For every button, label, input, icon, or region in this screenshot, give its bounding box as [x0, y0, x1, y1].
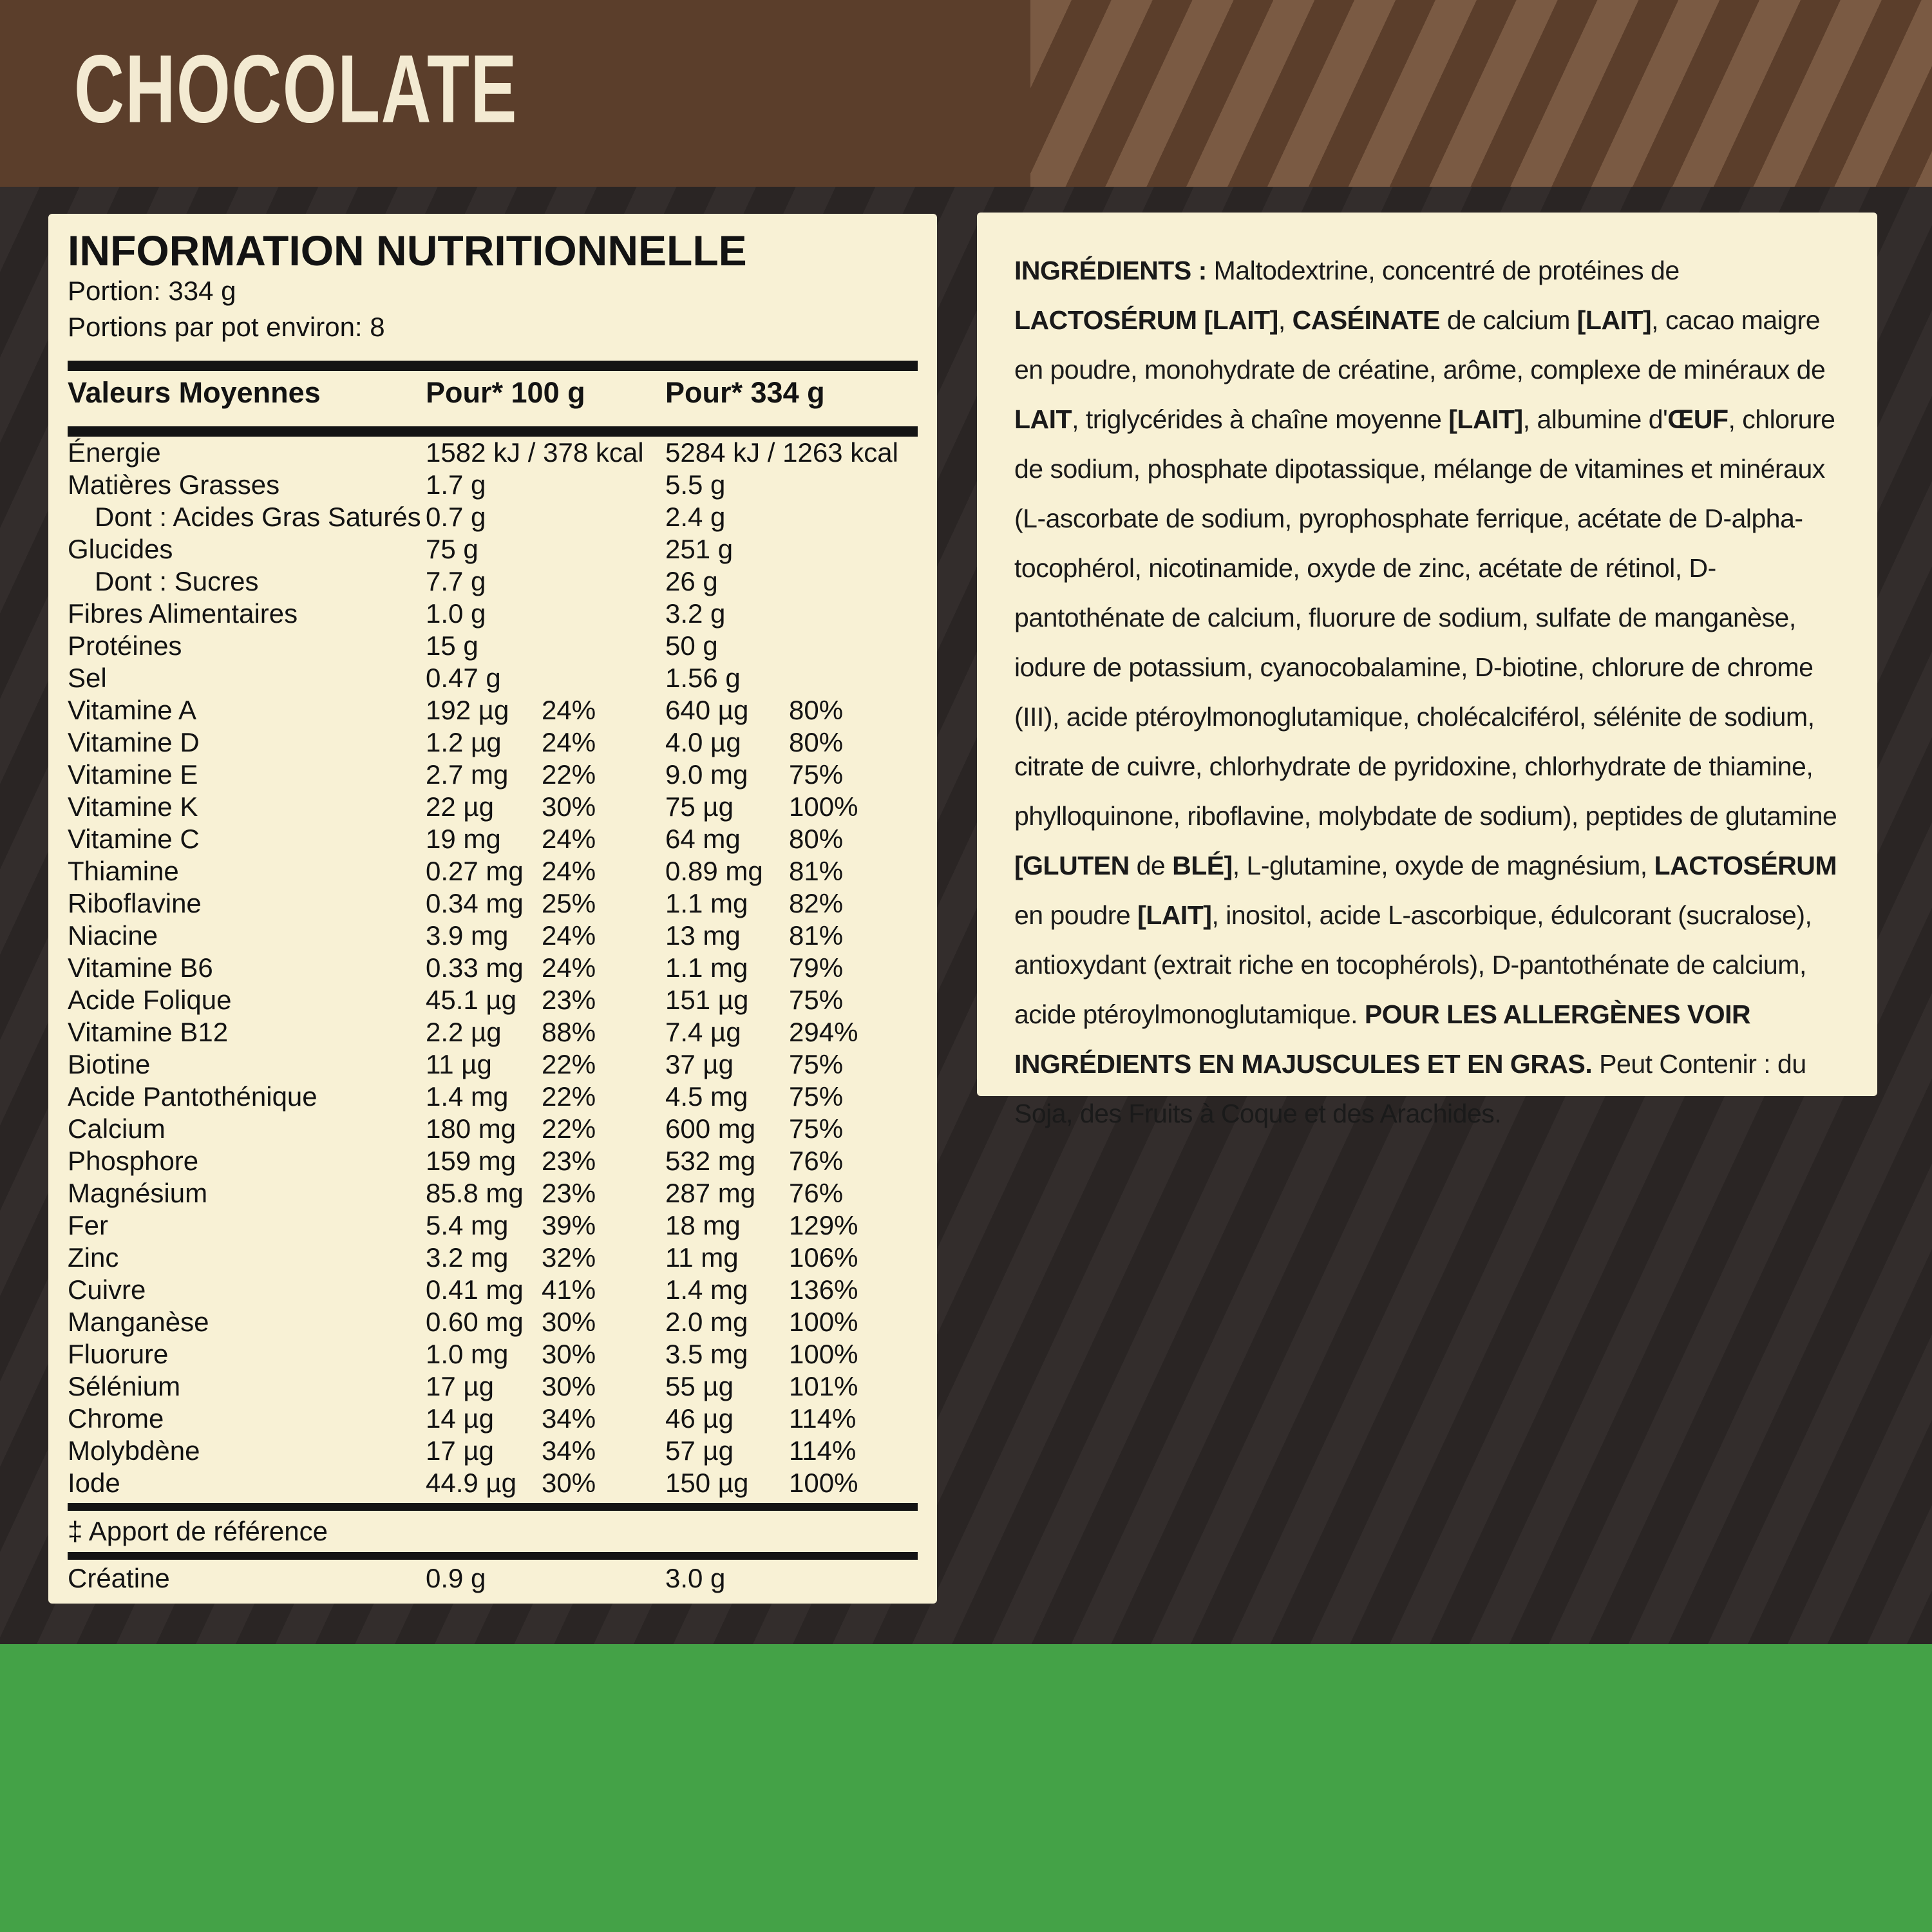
servings-line: Portions par pot environ: 8	[68, 312, 385, 342]
pct-per-100: 23%	[542, 1178, 596, 1208]
row-label: Créatine	[68, 1563, 170, 1593]
pct-per-334: 101%	[789, 1371, 858, 1401]
value-per-334: 2.0 mg	[665, 1307, 748, 1337]
row-label: Magnésium	[68, 1178, 208, 1208]
value-per-334: 0.89 mg	[665, 856, 763, 886]
pct-per-334: 129%	[789, 1210, 858, 1240]
value-per-334: 3.0 g	[665, 1563, 726, 1593]
row-label: Énergie	[68, 437, 161, 468]
pct-per-100: 24%	[542, 856, 596, 886]
row-label: Acide Pantothénique	[68, 1081, 317, 1112]
ingredient-segment: Maltodextrine, concentré de protéines de	[1213, 256, 1680, 285]
row-label: Cuivre	[68, 1274, 146, 1305]
pct-per-334: 82%	[789, 888, 844, 918]
row-label: Fibres Alimentaires	[68, 598, 298, 629]
ingredient-bold-segment: POUR LES ALLERGÈNES VOIR INGRÉDIENTS EN MAJUSCULES ET EN GRAS.	[1014, 999, 1751, 1079]
table-row	[68, 1209, 918, 1242]
pct-per-100: 30%	[542, 791, 596, 822]
divider-rule	[68, 426, 918, 437]
table-row	[68, 1242, 918, 1274]
table-row	[68, 1467, 918, 1499]
value-per-334: 75 µg	[665, 791, 734, 822]
pct-per-334: 81%	[789, 920, 844, 951]
pct-per-100: 41%	[542, 1274, 596, 1305]
value-per-334: 251 g	[665, 534, 734, 564]
row-label: Thiamine	[68, 856, 179, 886]
nutrition-title: INFORMATION NUTRITIONNELLE	[68, 227, 747, 274]
divider-rule	[68, 1503, 918, 1511]
row-label: Zinc	[68, 1242, 119, 1273]
value-per-100: 192 µg	[426, 695, 509, 725]
value-per-100: 15 g	[426, 630, 478, 661]
pct-per-334: 100%	[789, 1339, 858, 1369]
divider-rule	[68, 361, 918, 371]
value-per-100: 1.4 mg	[426, 1081, 509, 1112]
value-per-100: 159 mg	[426, 1146, 516, 1176]
value-per-100: 2.7 mg	[426, 759, 509, 790]
value-per-334: 4.5 mg	[665, 1081, 748, 1112]
flavor-title: CHOCOLATE	[74, 34, 518, 143]
nutrition-panel	[48, 214, 937, 1604]
row-label: Chrome	[68, 1403, 164, 1434]
pct-per-334: 114%	[789, 1435, 857, 1466]
row-label: Protéines	[68, 630, 182, 661]
row-label: Niacine	[68, 920, 158, 951]
table-row	[68, 1560, 918, 1597]
nutrition-rows	[68, 437, 918, 1499]
value-per-334: 7.4 µg	[665, 1017, 741, 1047]
pct-per-334: 294%	[789, 1017, 858, 1047]
value-per-334: 600 mg	[665, 1113, 756, 1144]
value-per-100: 14 µg	[426, 1403, 494, 1434]
row-label: Glucides	[68, 534, 173, 564]
table-row	[68, 1435, 918, 1467]
pct-per-334: 80%	[789, 727, 844, 757]
value-per-334: 50 g	[665, 630, 718, 661]
table-row	[68, 533, 918, 565]
row-label: Sel	[68, 663, 107, 693]
value-per-334: 640 µg	[665, 695, 749, 725]
table-row	[68, 759, 918, 791]
value-per-100: 45.1 µg	[426, 985, 516, 1015]
table-row	[68, 1081, 918, 1113]
pct-per-100: 30%	[542, 1339, 596, 1369]
value-per-334: 3.2 g	[665, 598, 726, 629]
value-per-100: 3.2 mg	[426, 1242, 509, 1273]
value-per-100: 0.27 mg	[426, 856, 524, 886]
row-label: Biotine	[68, 1049, 151, 1079]
table-header-row	[68, 376, 918, 410]
pct-per-334: 80%	[789, 695, 844, 725]
pct-per-334: 100%	[789, 1307, 858, 1337]
ingredient-segment: de calcium	[1439, 305, 1577, 335]
ingredient-segment: en poudre	[1014, 900, 1138, 930]
pct-per-100: 39%	[542, 1210, 596, 1240]
ingredient-segment: , L-glutamine, oxyde de magnésium,	[1232, 851, 1654, 880]
value-per-100: 0.60 mg	[426, 1307, 524, 1337]
value-per-334: 9.0 mg	[665, 759, 748, 790]
row-label: Dont : Acides Gras Saturés	[95, 502, 421, 532]
row-label: Sélénium	[68, 1371, 181, 1401]
table-row	[68, 1403, 918, 1435]
value-per-100: 1.0 g	[426, 598, 486, 629]
ingredient-segment: ,	[1278, 305, 1293, 335]
pct-per-100: 30%	[542, 1371, 596, 1401]
value-per-334: 1.1 mg	[665, 952, 748, 983]
ingredient-segment: , cacao maigre en poudre, monohydrate de créatine, arôme, complexe de minéraux de	[1014, 305, 1826, 384]
pct-per-100: 23%	[542, 985, 596, 1015]
pct-per-334: 114%	[789, 1403, 857, 1434]
row-label: Riboflavine	[68, 888, 202, 918]
value-per-334: 1.1 mg	[665, 888, 748, 918]
value-per-334: 18 mg	[665, 1210, 741, 1240]
table-row	[68, 437, 918, 469]
ingredient-segment: , albumine d'	[1522, 404, 1668, 434]
value-per-100: 17 µg	[426, 1435, 494, 1466]
ingredient-bold-segment: LACTOSÉRUM	[1654, 851, 1837, 880]
ingredient-segment: , inositol, acide L-ascorbique, édulcorant (sucralose), antioxydant (extrait riche en tocophérols), D-pantothénate de calcium, acide ptéroylmonoglutamique.	[1014, 900, 1812, 1029]
ingredient-bold-segment: LACTOSÉRUM [LAIT]	[1014, 305, 1278, 335]
value-per-334: 5284 kJ / 1263 kcal	[665, 437, 898, 468]
table-row	[68, 1177, 918, 1209]
row-label: Vitamine K	[68, 791, 198, 822]
value-per-334: 57 µg	[665, 1435, 734, 1466]
value-per-100: 11 µg	[426, 1049, 492, 1079]
row-label: Matières Grasses	[68, 469, 280, 500]
value-per-100: 22 µg	[426, 791, 494, 822]
row-label: Vitamine B12	[68, 1017, 229, 1047]
value-per-100: 0.9 g	[426, 1563, 486, 1593]
pct-per-334: 100%	[789, 1468, 858, 1498]
value-per-334: 55 µg	[665, 1371, 734, 1401]
pct-per-334: 80%	[789, 824, 844, 854]
row-label: Manganèse	[68, 1307, 209, 1337]
pct-per-100: 30%	[542, 1307, 596, 1337]
value-per-100: 0.47 g	[426, 663, 501, 693]
pct-per-334: 100%	[789, 791, 858, 822]
value-per-100: 0.33 mg	[426, 952, 524, 983]
row-label: Phosphore	[68, 1146, 199, 1176]
value-per-100: 7.7 g	[426, 566, 486, 596]
table-row	[68, 469, 918, 501]
ingredient-segment: Peut Contenir : du Soja, des Fruits à Coque et des Arachides.	[1014, 1049, 1806, 1128]
value-per-334: 46 µg	[665, 1403, 734, 1434]
column-header-per-100: Pour* 100 g	[426, 376, 585, 409]
value-per-334: 11 mg	[665, 1242, 739, 1273]
portion-line: Portion: 334 g	[68, 276, 236, 306]
row-label: Fluorure	[68, 1339, 169, 1369]
value-per-100: 19 mg	[426, 824, 501, 854]
table-row	[68, 1370, 918, 1403]
ingredient-segment: , triglycérides à chaîne moyenne	[1072, 404, 1449, 434]
pct-per-100: 24%	[542, 727, 596, 757]
value-per-334: 3.5 mg	[665, 1339, 748, 1369]
row-label: Iode	[68, 1468, 120, 1498]
pct-per-334: 81%	[789, 856, 844, 886]
value-per-100: 2.2 µg	[426, 1017, 502, 1047]
pct-per-100: 25%	[542, 888, 596, 918]
row-label: Calcium	[68, 1113, 166, 1144]
table-row	[68, 823, 918, 855]
value-per-334: 1.56 g	[665, 663, 741, 693]
pct-per-100: 34%	[542, 1403, 596, 1434]
table-row	[68, 887, 918, 920]
ingredient-bold-segment: ŒUF	[1667, 404, 1728, 434]
value-per-100: 1.2 µg	[426, 727, 502, 757]
value-per-334: 26 g	[665, 566, 718, 596]
table-row	[68, 501, 918, 533]
table-row	[68, 598, 918, 630]
reference-footnote: ‡ Apport de référence	[68, 1516, 328, 1546]
extra-rows	[68, 1560, 918, 1597]
value-per-334: 150 µg	[665, 1468, 749, 1498]
table-row	[68, 855, 918, 887]
value-per-334: 287 mg	[665, 1178, 756, 1208]
value-per-100: 1.7 g	[426, 469, 486, 500]
table-row	[68, 630, 918, 662]
pct-per-100: 34%	[542, 1435, 596, 1466]
column-header-label: Valeurs Moyennes	[68, 376, 321, 409]
ingredient-bold-segment: [LAIT]	[1137, 900, 1212, 930]
pct-per-100: 24%	[542, 695, 596, 725]
ingredient-bold-segment: LAIT	[1014, 404, 1072, 434]
table-row	[68, 1306, 918, 1338]
ingredient-bold-segment: CASÉINATE	[1292, 305, 1440, 335]
pct-per-100: 30%	[542, 1468, 596, 1498]
value-per-334: 151 µg	[665, 985, 749, 1015]
value-per-100: 44.9 µg	[426, 1468, 516, 1498]
value-per-100: 17 µg	[426, 1371, 494, 1401]
row-label: Vitamine E	[68, 759, 198, 790]
pct-per-100: 23%	[542, 1146, 596, 1176]
table-row	[68, 1274, 918, 1306]
ingredient-bold-segment: [LAIT]	[1577, 305, 1652, 335]
value-per-100: 85.8 mg	[426, 1178, 524, 1208]
table-row	[68, 1145, 918, 1177]
row-label: Vitamine D	[68, 727, 200, 757]
pct-per-100: 24%	[542, 920, 596, 951]
banner-diagonal-stripes	[1030, 0, 1932, 187]
ingredient-bold-segment: BLÉ]	[1172, 851, 1233, 880]
value-per-334: 532 mg	[665, 1146, 756, 1176]
value-per-334: 64 mg	[665, 824, 741, 854]
pct-per-100: 32%	[542, 1242, 596, 1273]
value-per-100: 180 mg	[426, 1113, 516, 1144]
pct-per-100: 24%	[542, 824, 596, 854]
value-per-100: 0.7 g	[426, 502, 486, 532]
pct-per-100: 22%	[542, 1113, 596, 1144]
value-per-334: 5.5 g	[665, 469, 726, 500]
table-row	[68, 952, 918, 984]
column-header-per-334: Pour* 334 g	[665, 376, 825, 409]
value-per-100: 75 g	[426, 534, 478, 564]
pct-per-334: 106%	[789, 1242, 858, 1273]
ingredient-segment: , chlorure de sodium, phosphate dipotassique, mélange de vitamines et minéraux (L-ascorbate de sodium, pyrophosphate ferrique, acétate de D-alpha-tocophérol, nicotinamide, oxyde de zinc, acétate de rétinol, D-pantothénate de calcium, fluorure de sodium, sulfate de manganèse, iodure de potassium, cyanocobalamine, D-biotine, chlorure de chrome (III), acide ptéroylmonoglutamique, cholécalciférol, sélénite de sodium, citrate de cuivre, chlorhydrate de pyridoxine, chlorhydrate de thiamine, phylloquinone, riboflavine, molybdate de sodium), peptides de glutamine	[1014, 404, 1837, 831]
ingredients-paragraph	[1014, 246, 1840, 1139]
green-footer-bar	[0, 1644, 1932, 1932]
pct-per-100: 24%	[542, 952, 596, 983]
table-row	[68, 920, 918, 952]
pct-per-334: 136%	[789, 1274, 858, 1305]
row-label: Acide Folique	[68, 985, 232, 1015]
table-row	[68, 694, 918, 726]
ingredient-bold-segment: INGRÉDIENTS :	[1014, 256, 1214, 285]
table-row	[68, 662, 918, 694]
table-row	[68, 1338, 918, 1370]
pct-per-334: 75%	[789, 985, 844, 1015]
row-label: Vitamine B6	[68, 952, 213, 983]
row-label: Vitamine C	[68, 824, 200, 854]
table-row	[68, 565, 918, 598]
value-per-100: 1582 kJ / 378 kcal	[426, 437, 644, 468]
pct-per-334: 75%	[789, 1113, 844, 1144]
value-per-100: 0.41 mg	[426, 1274, 524, 1305]
pct-per-100: 22%	[542, 759, 596, 790]
value-per-334: 1.4 mg	[665, 1274, 748, 1305]
pct-per-334: 79%	[789, 952, 844, 983]
pct-per-334: 76%	[789, 1178, 844, 1208]
row-label: Molybdène	[68, 1435, 200, 1466]
row-label: Vitamine A	[68, 695, 197, 725]
table-row	[68, 1016, 918, 1048]
divider-rule	[68, 1552, 918, 1560]
value-per-100: 0.34 mg	[426, 888, 524, 918]
value-per-334: 2.4 g	[665, 502, 726, 532]
ingredients-panel	[977, 213, 1877, 1128]
row-label: Dont : Sucres	[95, 566, 259, 596]
pct-per-334: 75%	[789, 1081, 844, 1112]
pct-per-100: 22%	[542, 1081, 596, 1112]
ingredient-bold-segment: [LAIT]	[1448, 404, 1523, 434]
ingredient-segment: de	[1129, 851, 1173, 880]
pct-per-334: 75%	[789, 759, 844, 790]
value-per-334: 37 µg	[665, 1049, 734, 1079]
value-per-100: 3.9 mg	[426, 920, 509, 951]
pct-per-100: 88%	[542, 1017, 596, 1047]
table-row	[68, 1048, 918, 1081]
table-row	[68, 984, 918, 1016]
value-per-100: 1.0 mg	[426, 1339, 509, 1369]
pct-per-100: 22%	[542, 1049, 596, 1079]
value-per-334: 4.0 µg	[665, 727, 741, 757]
value-per-334: 13 mg	[665, 920, 741, 951]
table-row	[68, 791, 918, 823]
flavor-banner	[0, 0, 1932, 187]
ingredient-bold-segment: [GLUTEN	[1014, 851, 1130, 880]
table-row	[68, 1113, 918, 1145]
row-label: Fer	[68, 1210, 108, 1240]
pct-per-334: 76%	[789, 1146, 844, 1176]
pct-per-334: 75%	[789, 1049, 844, 1079]
value-per-100: 5.4 mg	[426, 1210, 509, 1240]
table-row	[68, 726, 918, 759]
